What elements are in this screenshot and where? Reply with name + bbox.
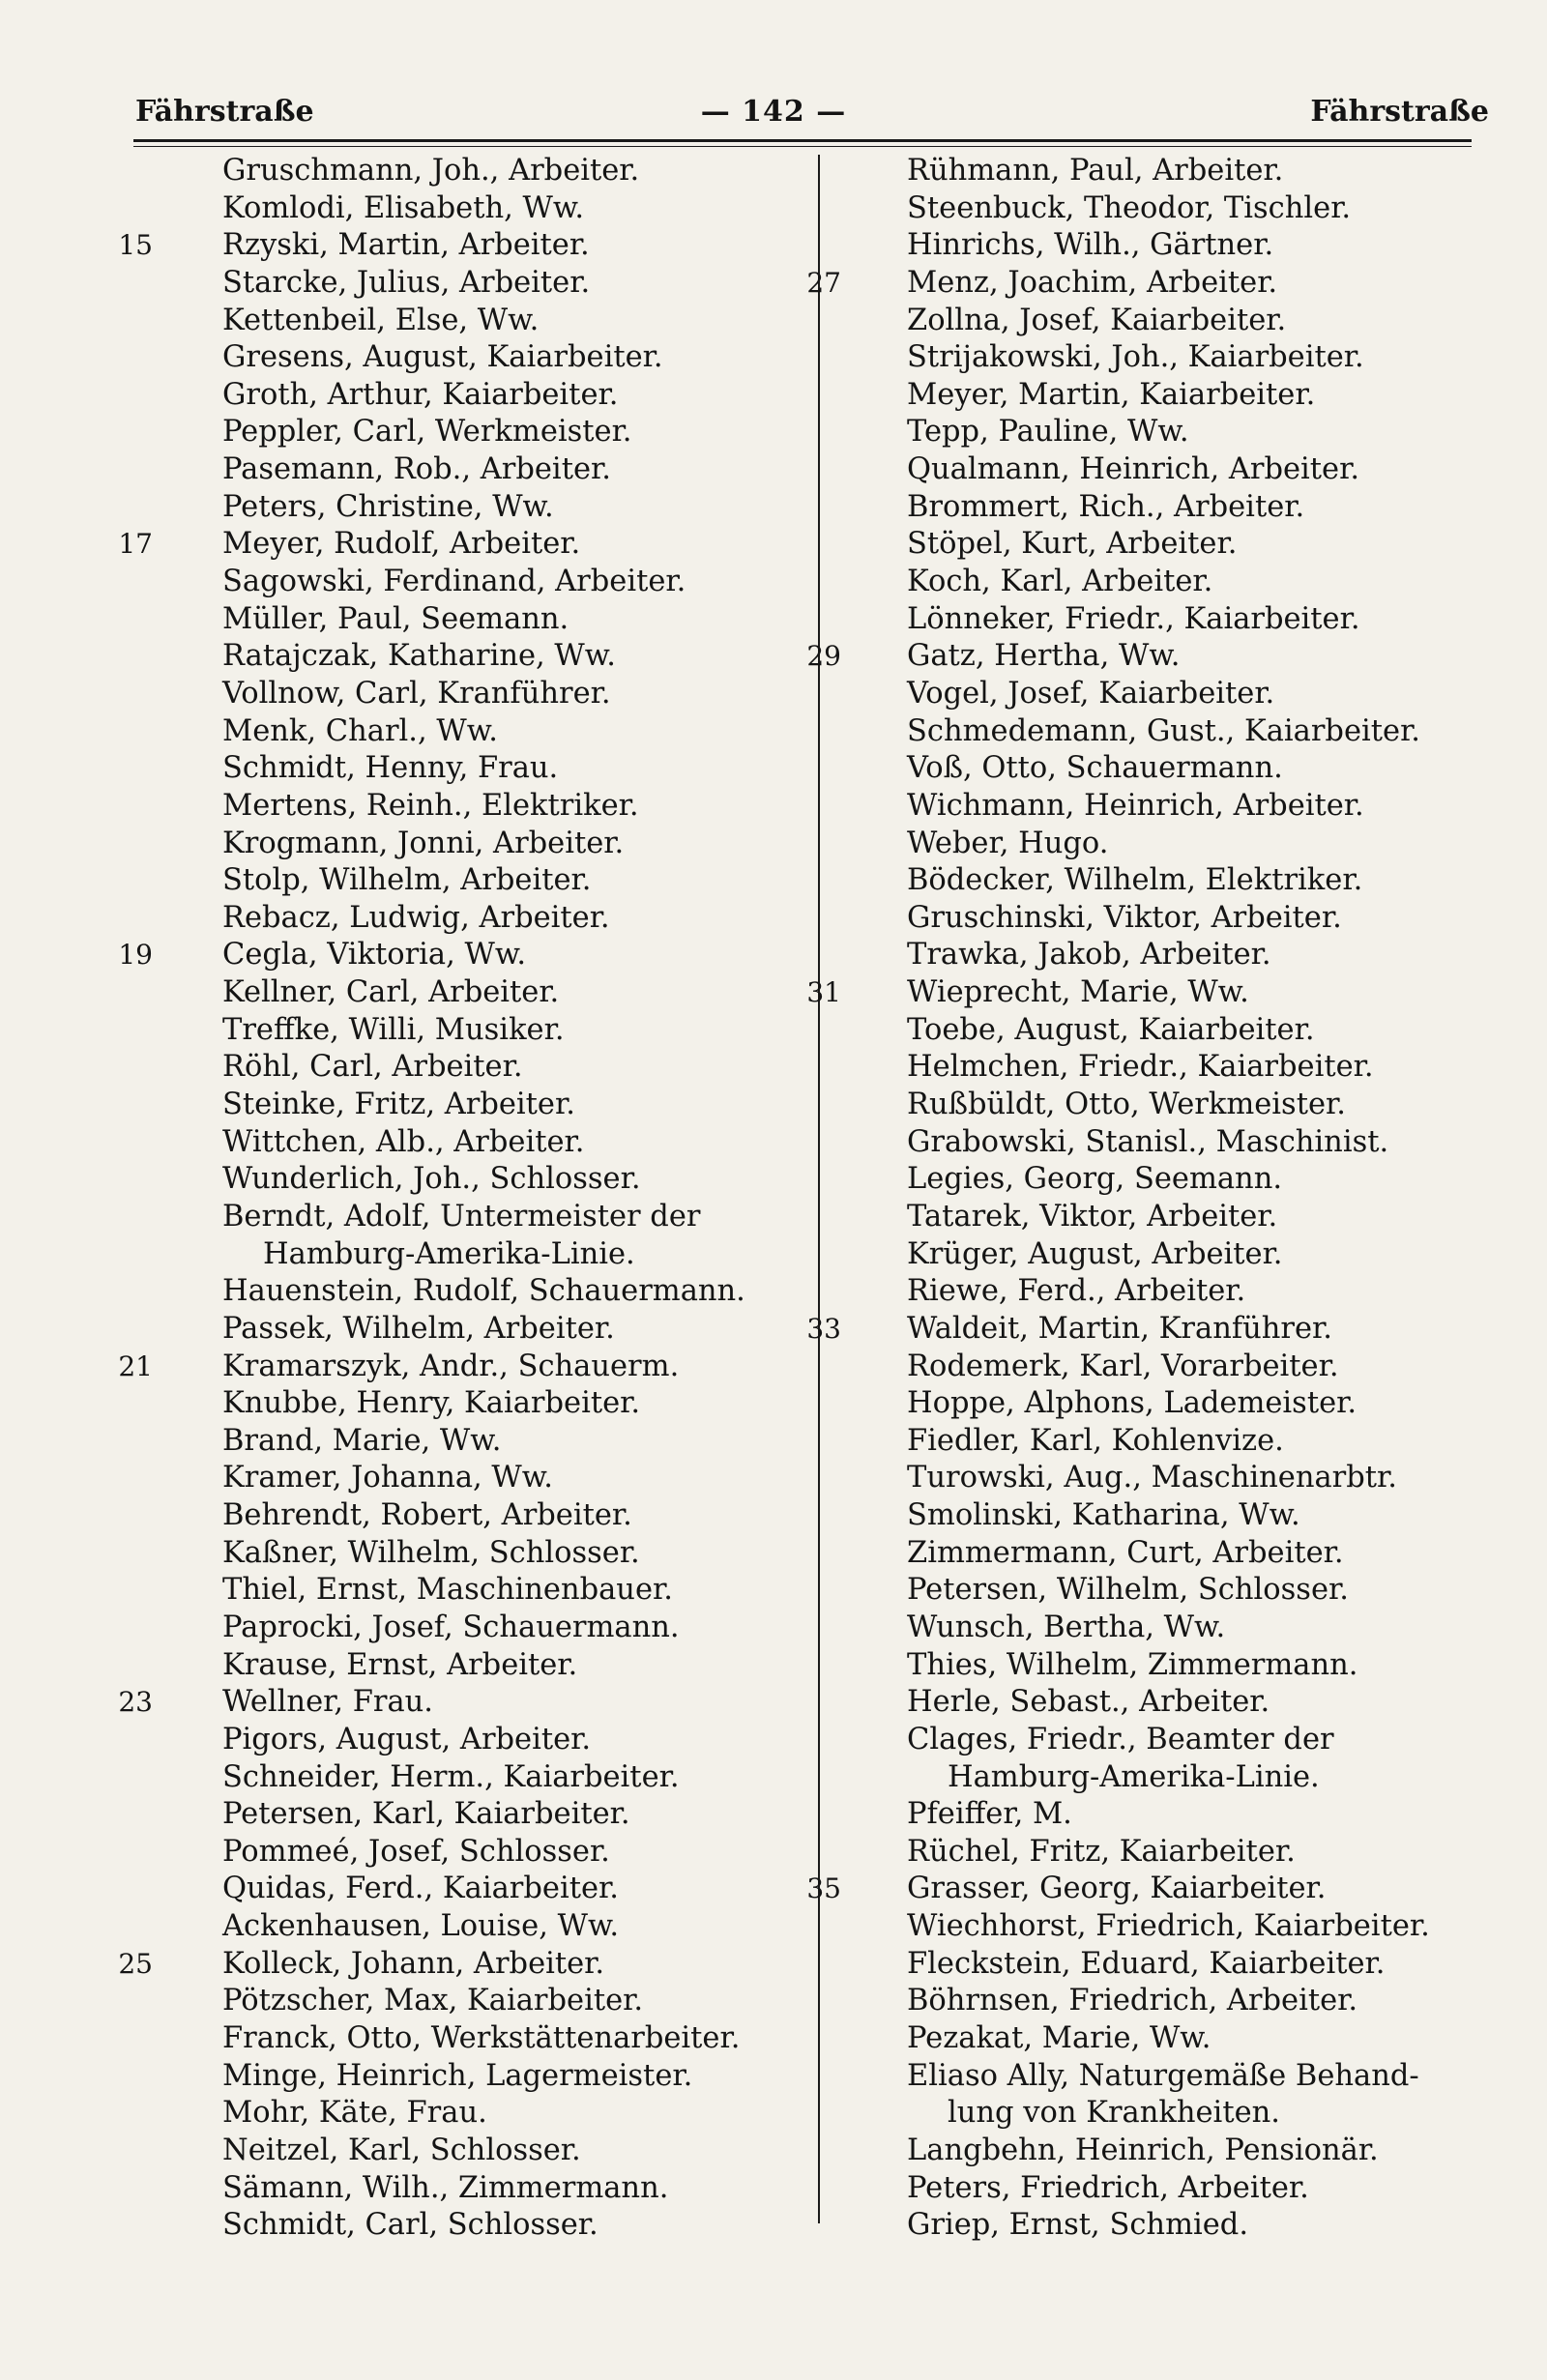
resident-text: Voß, Otto, Schauermann. xyxy=(907,751,1283,786)
directory-entry xyxy=(162,265,801,303)
resident-text: Knubbe, Henry, Kaiarbeiter. xyxy=(222,1386,641,1421)
directory-entry xyxy=(847,1759,1466,1797)
directory-entry xyxy=(162,451,801,489)
resident-text: Kramarszyk, Andr., Schauerm. xyxy=(222,1349,680,1383)
directory-entry xyxy=(847,1834,1466,1872)
resident-text: Stolp, Wilhelm, Arbeiter. xyxy=(222,863,592,898)
directory-entry xyxy=(847,1535,1466,1573)
resident-text: Müller, Paul, Seemann. xyxy=(222,601,569,636)
resident-text: Smolinski, Katharina, Ww. xyxy=(907,1498,1300,1533)
house-number: 35 xyxy=(806,1872,841,1905)
directory-entry xyxy=(162,1871,801,1908)
resident-text: Ratajczak, Katharine, Ww. xyxy=(222,639,616,674)
directory-entry xyxy=(162,2207,801,2245)
resident-text: Rußbüldt, Otto, Werkmeister. xyxy=(907,1088,1346,1122)
resident-text: Schmidt, Carl, Schlosser. xyxy=(222,2208,598,2243)
directory-entry xyxy=(847,2207,1466,2245)
resident-text: Peters, Friedrich, Arbeiter. xyxy=(907,2170,1309,2205)
resident-text: Pötzscher, Max, Kaiarbeiter. xyxy=(222,1984,644,2018)
directory-entry xyxy=(847,788,1466,826)
directory-entry xyxy=(162,2170,801,2208)
directory-entry xyxy=(162,826,801,863)
directory-entry xyxy=(162,1983,801,2020)
directory-entry xyxy=(847,1722,1466,1759)
resident-text: Hamburg-Amerika-Linie. xyxy=(263,1236,635,1271)
header-street-left: Fährstraße xyxy=(135,95,314,129)
directory-entry xyxy=(162,303,801,340)
directory-entry xyxy=(162,1834,801,1872)
resident-text: Berndt, Adolf, Untermeister der xyxy=(222,1199,701,1234)
directory-entry xyxy=(847,2133,1466,2170)
resident-text: Eliaso Ally, Naturgemäße Behand- xyxy=(907,2058,1419,2093)
directory-entry xyxy=(847,1946,1466,1984)
resident-text: Herle, Sebast., Arbeiter. xyxy=(907,1685,1270,1720)
directory-entry xyxy=(847,2170,1466,2208)
resident-text: Toebe, August, Kaiarbeiter. xyxy=(907,1012,1315,1047)
directory-entry xyxy=(118,526,801,564)
directory-entry xyxy=(847,1610,1466,1647)
directory-entry xyxy=(162,2058,801,2096)
directory-entry xyxy=(806,1311,1466,1349)
resident-text: Pommeé, Josef, Schlosser. xyxy=(222,1834,610,1869)
directory-entry xyxy=(162,564,801,601)
resident-text: Fiedler, Karl, Kohlenvize. xyxy=(907,1423,1284,1458)
directory-entry xyxy=(847,1497,1466,1535)
directory-entry xyxy=(847,303,1466,340)
resident-text: Zollna, Josef, Kaiarbeiter. xyxy=(907,303,1287,337)
resident-text: Quidas, Ferd., Kaiarbeiter. xyxy=(222,1872,619,1906)
resident-text: Wichmann, Heinrich, Arbeiter. xyxy=(907,788,1364,823)
directory-entry xyxy=(847,1572,1466,1610)
resident-text: Schmidt, Henny, Frau. xyxy=(222,751,559,786)
resident-text: Sämann, Wilh., Zimmermann. xyxy=(222,2170,669,2205)
house-number: 25 xyxy=(118,1947,153,1980)
resident-text: Lönneker, Friedr., Kaiarbeiter. xyxy=(907,601,1360,636)
resident-text: Helmchen, Friedr., Kaiarbeiter. xyxy=(907,1050,1374,1085)
directory-entry xyxy=(847,937,1466,974)
house-number: 31 xyxy=(806,976,841,1009)
resident-text: Paprocki, Josef, Schauermann. xyxy=(222,1610,680,1644)
directory-entry xyxy=(162,1759,801,1797)
resident-text: Clages, Friedr., Beamter der xyxy=(907,1722,1334,1756)
directory-entry xyxy=(162,788,801,826)
directory-entry xyxy=(847,564,1466,601)
directory-entry xyxy=(162,1908,801,1946)
directory-entry xyxy=(162,1647,801,1685)
resident-text: Rzyski, Martin, Arbeiter. xyxy=(222,228,590,263)
directory-entry xyxy=(847,1908,1466,1946)
resident-text: Gatz, Hertha, Ww. xyxy=(907,639,1181,674)
directory-entry xyxy=(847,1460,1466,1497)
directory-entry xyxy=(847,1684,1466,1722)
directory-entry xyxy=(162,974,801,1012)
resident-text: lung von Krankheiten. xyxy=(948,2096,1280,2131)
resident-text: Turowski, Aug., Maschinenarbtr. xyxy=(907,1461,1397,1495)
resident-text: Meyer, Rudolf, Arbeiter. xyxy=(222,527,581,562)
resident-text: Menz, Joachim, Arbeiter. xyxy=(907,265,1278,300)
header-street-right: Fährstraße xyxy=(1310,95,1489,129)
directory-entry xyxy=(847,1273,1466,1311)
resident-text: Gresens, August, Kaiarbeiter. xyxy=(222,340,663,375)
directory-entry xyxy=(162,1124,801,1162)
directory-entry xyxy=(847,1349,1466,1386)
resident-text: Wiechhorst, Friedrich, Kaiarbeiter. xyxy=(907,1909,1430,1944)
directory-entry xyxy=(162,900,801,938)
resident-text: Franck, Otto, Werkstättenarbeiter. xyxy=(222,2021,741,2056)
resident-text: Griep, Ernst, Schmied. xyxy=(907,2208,1249,2243)
directory-entry xyxy=(162,1087,801,1124)
resident-text: Wunderlich, Joh., Schlosser. xyxy=(222,1162,641,1197)
resident-text: Böhrnsen, Friedrich, Arbeiter. xyxy=(907,1984,1358,2018)
resident-text: Tatarek, Viktor, Arbeiter. xyxy=(907,1199,1278,1234)
resident-text: Koch, Karl, Arbeiter. xyxy=(907,565,1213,599)
directory-entry xyxy=(162,2020,801,2058)
resident-text: Menk, Charl., Ww. xyxy=(222,713,498,748)
resident-text: Petersen, Wilhelm, Schlosser. xyxy=(907,1573,1349,1608)
directory-entry xyxy=(847,1385,1466,1423)
directory-entry xyxy=(162,1236,801,1274)
house-number: 27 xyxy=(806,266,841,299)
house-number: 17 xyxy=(118,528,153,561)
resident-text: Rühmann, Paul, Arbeiter. xyxy=(907,154,1284,188)
resident-text: Treffke, Willi, Musiker. xyxy=(222,1012,565,1047)
resident-text: Kellner, Carl, Arbeiter. xyxy=(222,975,560,1010)
resident-text: Grasser, Georg, Kaiarbeiter. xyxy=(907,1872,1327,1906)
house-number: 23 xyxy=(118,1686,153,1719)
resident-text: Peters, Christine, Ww. xyxy=(222,489,554,524)
directory-entry xyxy=(118,227,801,265)
resident-text: Schmedemann, Gust., Kaiarbeiter. xyxy=(907,713,1420,748)
resident-text: Zimmermann, Curt, Arbeiter. xyxy=(907,1535,1344,1570)
directory-entry xyxy=(162,1610,801,1647)
resident-text: Neitzel, Karl, Schlosser. xyxy=(222,2133,581,2167)
resident-text: Rebacz, Ludwig, Arbeiter. xyxy=(222,900,610,935)
resident-text: Rüchel, Fritz, Kaiarbeiter. xyxy=(907,1834,1296,1869)
resident-text: Krogmann, Jonni, Arbeiter. xyxy=(222,826,625,860)
resident-text: Krause, Ernst, Arbeiter. xyxy=(222,1647,578,1682)
directory-entry xyxy=(847,713,1466,751)
resident-text: Meyer, Martin, Kaiarbeiter. xyxy=(907,377,1316,412)
resident-text: Fleckstein, Eduard, Kaiarbeiter. xyxy=(907,1946,1386,1981)
resident-text: Hauenstein, Rudolf, Schauermann. xyxy=(222,1274,745,1309)
resident-text: Pezakat, Marie, Ww. xyxy=(907,2021,1211,2056)
directory-entry xyxy=(118,1684,801,1722)
resident-text: Cegla, Viktoria, Ww. xyxy=(222,938,527,972)
house-number: 19 xyxy=(118,939,153,972)
directory-entry xyxy=(847,1236,1466,1274)
house-number: 15 xyxy=(118,229,153,262)
directory-entry xyxy=(847,1087,1466,1124)
directory-entry xyxy=(162,1535,801,1573)
resident-text: Kaßner, Wilhelm, Schlosser. xyxy=(222,1535,640,1570)
resident-text: Röhl, Carl, Arbeiter. xyxy=(222,1050,523,1085)
resident-text: Minge, Heinrich, Lagermeister. xyxy=(222,2058,693,2093)
directory-entry xyxy=(806,1871,1466,1908)
directory-entry xyxy=(847,601,1466,639)
resident-text: Krüger, August, Arbeiter. xyxy=(907,1236,1283,1271)
header-rule-thick xyxy=(133,139,1472,142)
resident-text: Groth, Arthur, Kaiarbeiter. xyxy=(222,377,619,412)
resident-text: Tepp, Pauline, Ww. xyxy=(907,415,1189,450)
directory-entry xyxy=(847,153,1466,190)
resident-text: Rodemerk, Karl, Vorarbeiter. xyxy=(907,1349,1339,1383)
resident-text: Komlodi, Elisabeth, Ww. xyxy=(222,190,585,225)
resident-text: Kramer, Johanna, Ww. xyxy=(222,1461,553,1495)
resident-text: Passek, Wilhelm, Arbeiter. xyxy=(222,1311,615,1346)
resident-text: Wittchen, Alb., Arbeiter. xyxy=(222,1124,585,1159)
directory-entry xyxy=(162,1497,801,1535)
directory-entry xyxy=(847,1012,1466,1050)
directory-entry xyxy=(162,1049,801,1087)
resident-text: Peppler, Carl, Werkmeister. xyxy=(222,415,632,450)
directory-entry xyxy=(162,489,801,527)
resident-text: Wieprecht, Marie, Ww. xyxy=(907,975,1249,1010)
directory-entry xyxy=(162,750,801,788)
header-rule-thin xyxy=(133,146,1472,147)
resident-text: Langbehn, Heinrich, Pensionär. xyxy=(907,2133,1379,2167)
resident-text: Starcke, Julius, Arbeiter. xyxy=(222,265,591,300)
resident-text: Stöpel, Kurt, Arbeiter. xyxy=(907,527,1238,562)
right-column xyxy=(806,153,1466,2245)
resident-text: Legies, Georg, Seemann. xyxy=(907,1162,1283,1197)
directory-entry xyxy=(118,1349,801,1386)
resident-text: Steinke, Fritz, Arbeiter. xyxy=(222,1088,575,1122)
directory-entry xyxy=(847,2020,1466,2058)
directory-entry xyxy=(847,1124,1466,1162)
directory-entry xyxy=(162,1161,801,1199)
resident-text: Trawka, Jakob, Arbeiter. xyxy=(907,938,1271,972)
directory-entry xyxy=(162,1796,801,1834)
resident-text: Vollnow, Carl, Kranführer. xyxy=(222,676,611,711)
resident-text: Hamburg-Amerika-Linie. xyxy=(948,1759,1320,1794)
directory-entry xyxy=(847,526,1466,564)
directory-entry xyxy=(162,1012,801,1050)
directory-entry xyxy=(162,414,801,451)
directory-entry xyxy=(162,676,801,713)
resident-text: Riewe, Ferd., Arbeiter. xyxy=(907,1274,1246,1309)
resident-text: Schneider, Herm., Kaiarbeiter. xyxy=(222,1759,680,1794)
directory-entry xyxy=(806,638,1466,676)
directory-entry xyxy=(847,377,1466,415)
directory-entry xyxy=(847,862,1466,900)
resident-text: Ackenhausen, Louise, Ww. xyxy=(222,1909,620,1944)
directory-entry xyxy=(847,414,1466,451)
directory-entry xyxy=(162,2095,801,2133)
resident-text: Pfeiffer, M. xyxy=(907,1797,1072,1832)
directory-entry xyxy=(162,713,801,751)
resident-text: Mertens, Reinh., Elektriker. xyxy=(222,788,639,823)
directory-entry xyxy=(162,601,801,639)
directory-entry xyxy=(847,1423,1466,1461)
resident-text: Petersen, Karl, Kaiarbeiter. xyxy=(222,1797,630,1832)
resident-text: Hoppe, Alphons, Lademeister. xyxy=(907,1386,1357,1421)
resident-text: Kolleck, Johann, Arbeiter. xyxy=(222,1946,605,1981)
directory-entry xyxy=(847,1983,1466,2020)
directory-entry xyxy=(162,638,801,676)
directory-entry xyxy=(847,1647,1466,1685)
directory-entry xyxy=(162,190,801,228)
left-column xyxy=(118,153,801,2245)
directory-entry xyxy=(162,153,801,190)
house-number: 29 xyxy=(806,640,841,673)
resident-text: Mohr, Käte, Frau. xyxy=(222,2096,487,2131)
resident-text: Sagowski, Ferdinand, Arbeiter. xyxy=(222,565,686,599)
directory-entry xyxy=(162,1423,801,1461)
directory-entry xyxy=(162,1273,801,1311)
resident-text: Thies, Wilhelm, Zimmermann. xyxy=(907,1647,1358,1682)
house-number: 21 xyxy=(118,1350,153,1382)
resident-text: Brommert, Rich., Arbeiter. xyxy=(907,489,1305,524)
resident-text: Vogel, Josef, Kaiarbeiter. xyxy=(907,676,1275,711)
directory-entry xyxy=(847,489,1466,527)
resident-text: Grabowski, Stanisl., Maschinist. xyxy=(907,1124,1389,1159)
resident-text: Kettenbeil, Else, Ww. xyxy=(222,303,540,337)
resident-text: Pigors, August, Arbeiter. xyxy=(222,1722,592,1756)
directory-entry xyxy=(847,900,1466,938)
directory-entry xyxy=(806,265,1466,303)
directory-entry xyxy=(162,377,801,415)
directory-entry xyxy=(847,826,1466,863)
directory-entry xyxy=(162,339,801,377)
directory-entry xyxy=(162,1199,801,1236)
directory-entry xyxy=(847,750,1466,788)
resident-text: Behrendt, Robert, Arbeiter. xyxy=(222,1498,632,1533)
column-divider xyxy=(818,155,820,2223)
directory-entry xyxy=(118,1946,801,1984)
directory-entry xyxy=(847,1161,1466,1199)
directory-entry xyxy=(162,1572,801,1610)
resident-text: Bödecker, Wilhelm, Elektriker. xyxy=(907,863,1363,898)
resident-text: Weber, Hugo. xyxy=(907,826,1109,860)
directory-entry xyxy=(847,1049,1466,1087)
directory-entry xyxy=(806,974,1466,1012)
resident-text: Strijakowski, Joh., Kaiarbeiter. xyxy=(907,340,1364,375)
resident-text: Wunsch, Bertha, Ww. xyxy=(907,1610,1226,1644)
resident-text: Thiel, Ernst, Maschinenbauer. xyxy=(222,1573,673,1608)
house-number: 33 xyxy=(806,1312,841,1345)
directory-entry xyxy=(847,676,1466,713)
resident-text: Brand, Marie, Ww. xyxy=(222,1423,502,1458)
directory-entry xyxy=(162,1385,801,1423)
resident-text: Gruschinski, Viktor, Arbeiter. xyxy=(907,900,1342,935)
resident-text: Waldeit, Martin, Kranführer. xyxy=(907,1311,1332,1346)
directory-entry xyxy=(162,1311,801,1349)
directory-entry xyxy=(847,339,1466,377)
directory-entry xyxy=(118,937,801,974)
resident-text: Qualmann, Heinrich, Arbeiter. xyxy=(907,452,1360,487)
directory-entry xyxy=(847,190,1466,228)
directory-entry xyxy=(162,1722,801,1759)
directory-entry xyxy=(162,2133,801,2170)
directory-entry xyxy=(162,862,801,900)
directory-entry xyxy=(847,2058,1466,2096)
page-number: — 142 — xyxy=(700,95,847,129)
directory-entry xyxy=(847,1796,1466,1834)
resident-text: Pasemann, Rob., Arbeiter. xyxy=(222,452,611,487)
directory-entry xyxy=(162,1460,801,1497)
resident-text: Hinrichs, Wilh., Gärtner. xyxy=(907,228,1274,263)
resident-text: Steenbuck, Theodor, Tischler. xyxy=(907,190,1352,225)
resident-text: Gruschmann, Joh., Arbeiter. xyxy=(222,154,640,188)
directory-entry xyxy=(847,227,1466,265)
resident-text: Wellner, Frau. xyxy=(222,1685,433,1720)
directory-entry xyxy=(847,451,1466,489)
directory-entry xyxy=(847,2095,1466,2133)
directory-entry xyxy=(847,1199,1466,1236)
